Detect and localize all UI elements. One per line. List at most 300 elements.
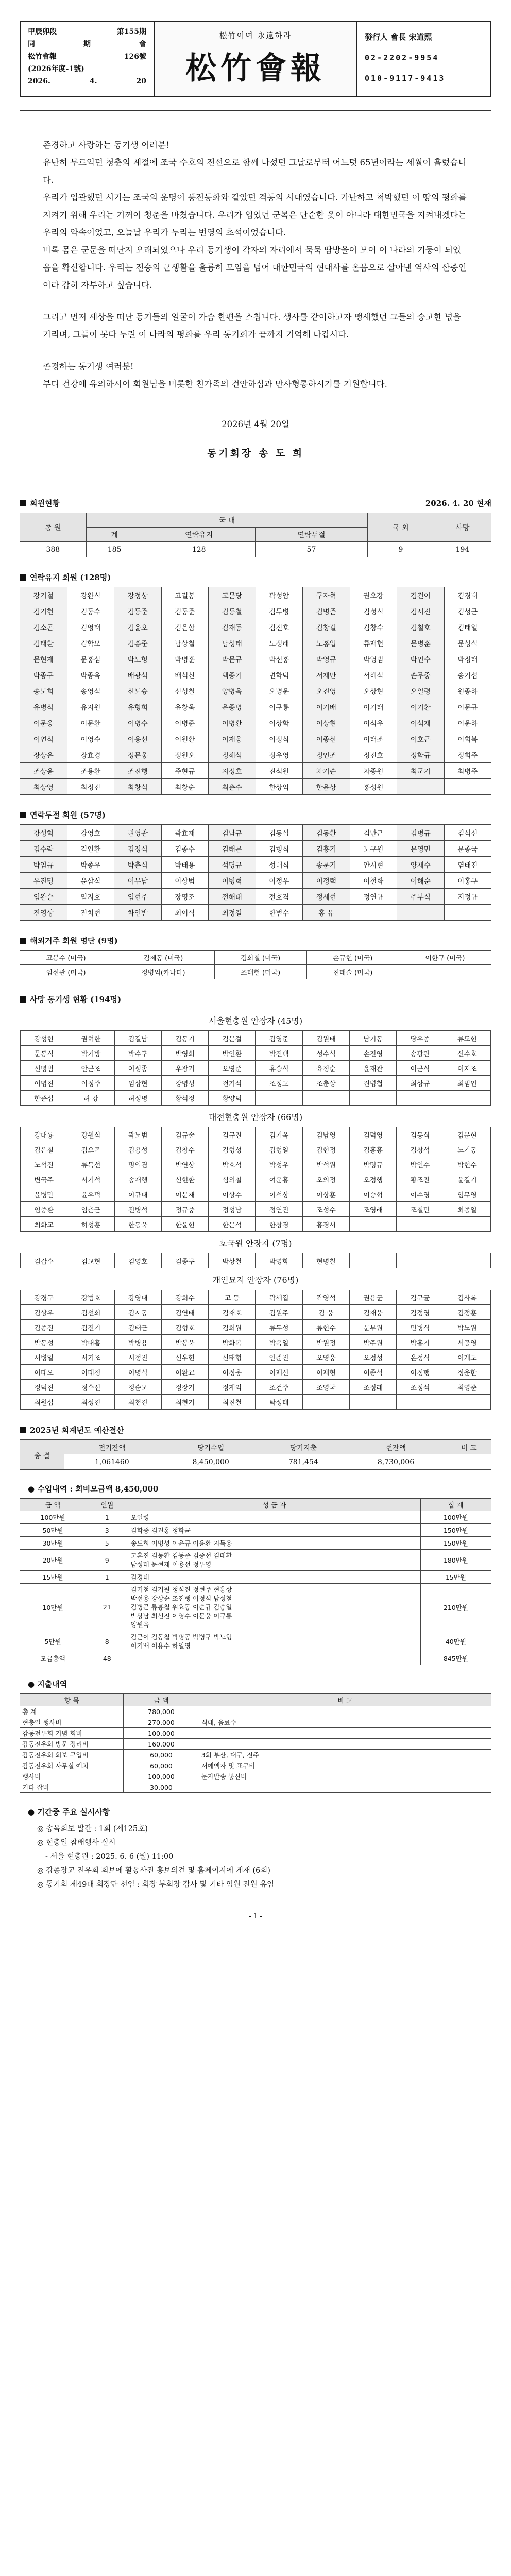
member-name: 김두병	[256, 603, 303, 619]
deceased-section	[20, 994, 491, 1410]
member-name: 이상수	[209, 1187, 256, 1202]
member-name: 곽세집	[256, 1290, 302, 1305]
member-name: 이규대	[114, 1187, 161, 1202]
member-name: 문동식	[21, 1046, 67, 1061]
member-name: 김동준	[114, 603, 162, 619]
budget-row-label: 총 결	[20, 1440, 64, 1470]
issue-label-1: 同	[28, 40, 35, 48]
donate-row	[20, 1652, 491, 1665]
member-name: 노구원	[350, 841, 397, 857]
member-name: 강성현	[21, 1031, 67, 1046]
member-name: 고 등	[209, 1290, 256, 1305]
member-name: 이원환	[161, 731, 209, 747]
letter-paragraph-1: 존경하고 사랑하는 동기생 여러분! 유난히 무르익던 청춘의 계절에 조국 수호의 전선으로 함께 나섰던 그날로부터 어느덧 65년이라는 세월이 흘렀습니다. 우리가 입관했던 시기는 조국의 운명이 풍전등화와 같았던 격동의 시대였습니다. 가난하고 척박했던 이 땅의 평화를 지켜기 위해 우리는 기꺼이 청춘을 바쳤습니다. 우리가 입었던 군복은 단순한 옷이 아니라 대한민국을 지켜내겠다는 우리의 약속이었고, 오늘날 우리가 누리는 번영의 초석이었습니다. 비록 몸은 군문을 떠난지 오래되었으나 우리 동기생이 각자의 자리에서 묵묵 땀방울이 모여 이 나라의 기둥이 되었음을 확신합니다. 우리는 전승의 군생활을 훌륭히 모임을 넘어 대한민국의 현대사를 온몸으로 살아낸 역사의 산증인이라 감히 자부하고 싶습니다.	[43, 140, 467, 290]
member-name	[444, 779, 491, 795]
member-name: 이상훈	[302, 1187, 349, 1202]
expense-amount: 270,000	[124, 1717, 199, 1728]
expense-amount: 780,000	[124, 1706, 199, 1717]
expense-note	[199, 1782, 491, 1793]
member-name: 변학덕	[256, 667, 303, 683]
member-name: 서재만	[303, 667, 350, 683]
member-name: 조영국	[302, 1380, 349, 1395]
member-name: 곽노범	[114, 1127, 161, 1142]
member-name: 김원태	[302, 1031, 349, 1046]
member-name: 이병준	[161, 715, 209, 731]
member-name: 박영범	[350, 651, 397, 667]
member-name: 배석신	[161, 667, 209, 683]
member-name: 신태형	[209, 1350, 256, 1365]
donate-count: 1	[86, 1571, 128, 1584]
member-name: 김희원	[209, 1320, 256, 1335]
member-name: 임무영	[444, 1187, 490, 1202]
issue-info	[20, 21, 154, 97]
member-name: 강경구	[21, 1290, 67, 1305]
member-name	[444, 1091, 490, 1106]
member-name: 박연상	[161, 1157, 208, 1172]
member-name: 박선홍	[256, 651, 303, 667]
member-name: 이문웅	[20, 715, 67, 731]
donations-title-text: 수입내역 : 회비모금액 8,450,000	[37, 1484, 159, 1494]
member-name: 온정식	[397, 1350, 444, 1365]
member-name: 김영호	[114, 1253, 161, 1268]
overseas-member: 임선관 (미국)	[20, 965, 112, 979]
budget-header: 당기수입	[160, 1440, 262, 1454]
expense-amount: 100,000	[124, 1728, 199, 1739]
member-name: 문병훈	[397, 635, 445, 651]
member-name: 진영상	[20, 905, 67, 921]
member-name: 조영래	[350, 1202, 397, 1217]
name-row	[20, 889, 491, 905]
name-row	[20, 905, 491, 921]
expense-item: 행사비	[20, 1771, 124, 1782]
member-name: 김종구	[161, 1253, 208, 1268]
name-row	[20, 651, 491, 667]
value-total: 388	[20, 542, 87, 557]
member-name: 송문기	[303, 857, 350, 873]
overseas-member: 김제동 (미국)	[112, 951, 214, 965]
expense-note: 문자발송 통신비	[199, 1771, 491, 1782]
member-name: 조상윤	[20, 763, 67, 779]
member-name	[397, 1091, 444, 1106]
section-title: 연락유지 회원 (128명)	[30, 573, 111, 582]
member-name: 김연태	[161, 1305, 208, 1320]
expense-item: 기타 잡비	[20, 1782, 124, 1793]
member-name: 윤길기	[444, 1172, 490, 1187]
member-name: 이명식	[114, 1365, 161, 1380]
member-name	[397, 1395, 444, 1410]
member-name: 류두성	[256, 1320, 302, 1335]
member-name: 이상범	[161, 873, 209, 889]
member-name: 조정고	[256, 1076, 302, 1091]
name-row	[21, 1365, 491, 1380]
member-name: 박현수	[444, 1157, 490, 1172]
expense-amount: 160,000	[124, 1739, 199, 1750]
member-name: 여성종	[114, 1061, 161, 1076]
member-name: 김오곤	[67, 1142, 114, 1157]
member-name: 최정진	[67, 779, 114, 795]
member-name: 문부원	[350, 1320, 397, 1335]
section-title: 해외거주 회원 명단 (9명)	[30, 936, 118, 945]
member-name: 최창순	[161, 779, 209, 795]
member-name: 김교현	[67, 1253, 114, 1268]
contact-members-section	[20, 572, 491, 795]
member-name: 문종국	[444, 841, 491, 857]
member-name: 신도승	[114, 683, 162, 699]
member-name: 박종옥	[67, 667, 114, 683]
expense-item: 감동전우회 회보 구입비	[20, 1750, 124, 1760]
member-name: 김재호	[209, 1305, 256, 1320]
expense-note	[199, 1739, 491, 1750]
member-name: 박대흠	[67, 1335, 114, 1350]
expense-note	[199, 1706, 491, 1717]
member-name: 정연진	[256, 1202, 302, 1217]
member-name: 유병식	[20, 699, 67, 715]
member-name: 김형일	[256, 1142, 302, 1157]
member-name: 이운하	[444, 715, 491, 731]
member-name: 허성훈	[67, 1217, 114, 1232]
member-name: 김동식	[397, 1127, 444, 1142]
slogan: 松竹이여 永遠하라	[219, 30, 292, 40]
member-name	[444, 1217, 490, 1232]
name-row	[20, 825, 491, 841]
expense-row	[20, 1739, 491, 1750]
donate-amount: 50만원	[20, 1524, 86, 1537]
member-name: 한준섭	[21, 1091, 67, 1106]
member-name: 차기순	[303, 763, 350, 779]
member-name: 서정진	[114, 1350, 161, 1365]
member-name: 김태문	[209, 841, 256, 857]
member-name: 은종명	[209, 699, 256, 715]
member-name: 최원섭	[21, 1395, 67, 1410]
member-name: 김창석	[397, 1142, 444, 1157]
member-name: 김수락	[20, 841, 67, 857]
title-block	[154, 21, 357, 97]
name-row	[20, 747, 491, 763]
value-unreachable: 57	[255, 542, 367, 557]
membership-table	[20, 513, 491, 557]
member-name: 박노형	[114, 651, 162, 667]
donate-count: 9	[86, 1550, 128, 1571]
member-name: 이수영	[397, 1187, 444, 1202]
cemetery-subtitle: 개인묘지 안장자 (76명)	[212, 1275, 299, 1285]
expense-row	[20, 1760, 491, 1771]
member-name: 이상학	[256, 715, 303, 731]
member-name: 박진택	[256, 1046, 302, 1061]
member-name: 장명성	[161, 1076, 208, 1091]
donations-table	[20, 1498, 491, 1665]
member-name: 최종일	[444, 1202, 490, 1217]
overseas-member: 조태헌 (미국)	[214, 965, 306, 979]
expense-amount: 30,000	[124, 1782, 199, 1793]
member-name: 조철민	[397, 1202, 444, 1217]
member-name: 김정영	[397, 1305, 444, 1320]
member-name: 오정행	[350, 1172, 397, 1187]
expense-item: 현충일 행사비	[20, 1717, 124, 1728]
member-name	[397, 905, 445, 921]
member-name: 김창수	[161, 1142, 208, 1157]
member-name: 장영조	[161, 889, 209, 905]
donate-count: 1	[86, 1511, 128, 1524]
header-overseas: 국 외	[368, 513, 434, 542]
member-name: 김창길	[303, 619, 350, 635]
member-name: 강성혁	[20, 825, 67, 841]
header-sum: 계	[86, 528, 143, 542]
expense-note: 서예액자 및 표구비	[199, 1760, 491, 1771]
expense-item: 감동전우회 기념 회비	[20, 1728, 124, 1739]
member-name	[397, 779, 445, 795]
member-name: 김현정	[302, 1142, 349, 1157]
member-name: 이근식	[397, 1061, 444, 1076]
event-line: ◎ 송옥회보 발간 : 1회 (제125호)	[37, 1825, 148, 1833]
name-row	[20, 873, 491, 889]
member-name: 황양덕	[209, 1091, 256, 1106]
member-name: 이종선	[303, 731, 350, 747]
member-name: 김흥기	[303, 841, 350, 857]
header-total: 총 원	[20, 513, 87, 542]
member-name: 서기조	[67, 1350, 114, 1365]
member-name: 박영화	[256, 1253, 302, 1268]
member-name: 남성태	[209, 635, 256, 651]
budget-table	[20, 1439, 491, 1470]
member-name: 이완교	[161, 1365, 208, 1380]
member-name: 현병칠	[302, 1253, 349, 1268]
member-name: 이해순	[397, 873, 445, 889]
donate-total: 15만원	[420, 1571, 491, 1584]
event-line: - 서울 현충원 : 2025. 6. 6 (월) 11:00	[45, 1853, 174, 1861]
donate-names: 고혼진 김동환 김동준 김중선 김태환 남성태 문현재 이용선 정우영	[128, 1550, 420, 1571]
section-title: 회원현황	[30, 499, 60, 508]
member-name: 최상영	[20, 779, 67, 795]
donate-count: 3	[86, 1524, 128, 1537]
member-name: 김정훈	[444, 1305, 490, 1320]
member-name: 김동준	[161, 603, 209, 619]
member-name: 이종석	[350, 1365, 397, 1380]
expense-note	[199, 1728, 491, 1739]
member-name: 조성수	[302, 1202, 349, 1217]
member-name: 박옥일	[256, 1335, 302, 1350]
member-name: 김은철	[21, 1142, 67, 1157]
deceased-table	[20, 1127, 491, 1232]
member-name: 임중환	[21, 1202, 67, 1217]
member-name: 정재익	[209, 1380, 256, 1395]
member-name: 진치현	[67, 905, 114, 921]
member-name: 박춘식	[114, 857, 162, 873]
member-name: 류재헌	[350, 635, 397, 651]
member-name	[302, 1395, 349, 1410]
value-deceased: 194	[434, 542, 491, 557]
expense-header: 항 목	[20, 1694, 124, 1706]
member-name: 김문현	[444, 1127, 490, 1142]
member-name: 전기석	[209, 1076, 256, 1091]
member-name: 김홍흥	[350, 1142, 397, 1157]
member-name: 김학모	[67, 635, 114, 651]
member-name: 조춘상	[302, 1076, 349, 1091]
member-name: 정해석	[209, 747, 256, 763]
donate-total: 845만원	[420, 1652, 491, 1665]
name-row	[20, 699, 491, 715]
member-name: 박동성	[21, 1335, 67, 1350]
member-name: 정인조	[303, 747, 350, 763]
overseas-member: 정병익(카나다)	[112, 965, 214, 979]
member-name: 김덕영	[350, 1127, 397, 1142]
member-name: 이회복	[444, 731, 491, 747]
value-domestic: 185	[86, 542, 143, 557]
member-name: 김원주	[256, 1305, 302, 1320]
member-name: 백종기	[209, 667, 256, 683]
member-name: 안근조	[67, 1061, 114, 1076]
donate-header: 금 액	[20, 1499, 86, 1511]
member-name: 이계도	[444, 1350, 490, 1365]
member-name: 양재수	[397, 857, 445, 873]
name-row	[20, 619, 491, 635]
member-name: 정덕진	[21, 1380, 67, 1395]
donate-row	[20, 1631, 491, 1652]
member-name: 이대오	[21, 1365, 67, 1380]
member-name: 강대룡	[21, 1127, 67, 1142]
member-name: 진병철	[350, 1076, 397, 1091]
member-name: 이무남	[114, 873, 162, 889]
member-name: 이기배	[303, 699, 350, 715]
member-name: 조용환	[67, 763, 114, 779]
member-name: 한창경	[256, 1217, 302, 1232]
expense-row	[20, 1771, 491, 1782]
cemetery-subtitle: 호국원 안장자 (7명)	[219, 1239, 292, 1248]
member-name: 박상철	[209, 1253, 256, 1268]
donate-header: 합 계	[420, 1499, 491, 1511]
member-name: 안준진	[256, 1350, 302, 1365]
donate-header: 인원	[86, 1499, 128, 1511]
member-name	[350, 905, 397, 921]
member-name	[350, 1395, 397, 1410]
member-name: 김 웅	[302, 1305, 349, 1320]
donate-total: 100만원	[420, 1511, 491, 1524]
member-name: 한상익	[256, 779, 303, 795]
donate-amount: 15만원	[20, 1571, 86, 1584]
stats-date: 2026. 4. 20 현재	[425, 499, 491, 508]
member-name: 주부식	[397, 889, 445, 905]
member-name: 문성식	[444, 635, 491, 651]
member-name: 정장기	[161, 1380, 208, 1395]
member-name: 여운홍	[256, 1172, 302, 1187]
member-name: 박인수	[397, 1157, 444, 1172]
expense-row	[20, 1717, 491, 1728]
member-name: 이병환	[209, 715, 256, 731]
name-row	[21, 1217, 491, 1232]
expense-header: 비 고	[199, 1694, 491, 1706]
name-row	[21, 1253, 491, 1268]
member-name: 박명훈	[161, 651, 209, 667]
member-name: 명익겸	[114, 1157, 161, 1172]
member-name: 변국주	[21, 1172, 67, 1187]
member-name: 이재형	[302, 1365, 349, 1380]
member-name: 김정식	[114, 841, 162, 857]
member-name: 황석정	[161, 1091, 208, 1106]
member-name: 강완식	[67, 587, 114, 603]
name-row	[21, 1046, 491, 1061]
member-name: 신현환	[161, 1172, 208, 1187]
member-name: 정규중	[161, 1202, 208, 1217]
expense-amount: 100,000	[124, 1771, 199, 1782]
member-name: 유승식	[256, 1061, 302, 1076]
member-name: 송광관	[397, 1046, 444, 1061]
member-name: 정희주	[444, 747, 491, 763]
date-month: 4.	[89, 77, 97, 86]
member-name: 오정성	[350, 1350, 397, 1365]
budget-balance: 8,730,006	[345, 1454, 447, 1470]
member-name: 조건주	[256, 1380, 302, 1395]
donate-names: 오일령	[128, 1511, 420, 1524]
budget-header: 전기잔액	[64, 1440, 160, 1454]
name-row	[21, 1320, 491, 1335]
name-row	[21, 1172, 491, 1187]
name-row	[21, 1061, 491, 1076]
letter-paragraph-3: 존경하는 동기생 여러분! 부디 건강에 유의하시어 회원님을 비롯한 친가족의 건안하심과 만사형통하시기를 기원합니다.	[43, 362, 387, 389]
name-row	[21, 1091, 491, 1106]
member-name: 성대식	[256, 857, 303, 873]
member-name: 김문걸	[209, 1031, 256, 1046]
header-unreachable: 연락두절	[255, 528, 367, 542]
donate-amount: 100만원	[20, 1511, 86, 1524]
member-name: 박정태	[444, 651, 491, 667]
member-name: 임춘근	[67, 1202, 114, 1217]
member-name: 이호근	[397, 731, 445, 747]
expenses-table	[20, 1693, 491, 1793]
contact-members-table	[20, 587, 491, 795]
issue-label-2: 期	[83, 40, 91, 48]
member-name: 박원정	[302, 1335, 349, 1350]
member-name: 홍성원	[350, 779, 397, 795]
member-name: 지정호	[209, 763, 256, 779]
member-name: 최성진	[67, 1395, 114, 1410]
member-name: 박기방	[67, 1046, 114, 1061]
member-name: 양병욱	[209, 683, 256, 699]
paper-name: 松竹會報	[28, 53, 57, 61]
name-row	[20, 667, 491, 683]
donate-names: 김학중 김진홍 정학균	[128, 1524, 420, 1537]
member-name: 서기석	[67, 1172, 114, 1187]
year-issue: (2026年度-1號)	[28, 65, 84, 73]
expenses-title: ● 지출내역	[28, 1680, 67, 1689]
member-name: 이정웅	[209, 1365, 256, 1380]
member-name: 고길봉	[161, 587, 209, 603]
member-name: 최범인	[444, 1076, 490, 1091]
member-name: 허 강	[67, 1091, 114, 1106]
name-row	[21, 1395, 491, 1410]
member-name: 김상우	[21, 1305, 67, 1320]
member-name: 이지조	[444, 1061, 490, 1076]
member-name: 김종수	[161, 841, 209, 857]
name-row	[21, 1305, 491, 1320]
member-name	[397, 1253, 444, 1268]
expense-item: 총 계	[20, 1706, 124, 1717]
member-name: 남상철	[161, 635, 209, 651]
donate-amount: 모금총액	[20, 1652, 86, 1665]
member-name: 장상은	[20, 747, 67, 763]
member-name: 김영준	[256, 1031, 302, 1046]
member-name: 이석상	[256, 1187, 302, 1202]
member-name: 서공영	[444, 1335, 490, 1350]
member-name: 김길남	[114, 1031, 161, 1046]
member-name: 윤삼식	[67, 873, 114, 889]
overseas-section	[20, 935, 491, 979]
member-name: 류득선	[67, 1157, 114, 1172]
member-name: 이재신	[256, 1365, 302, 1380]
member-name: 류현수	[302, 1320, 349, 1335]
page-number: - 1 -	[249, 1912, 262, 1920]
member-name: 김시동	[114, 1305, 161, 1320]
member-name: 강기철	[20, 587, 67, 603]
member-name: 박노원	[444, 1320, 490, 1335]
